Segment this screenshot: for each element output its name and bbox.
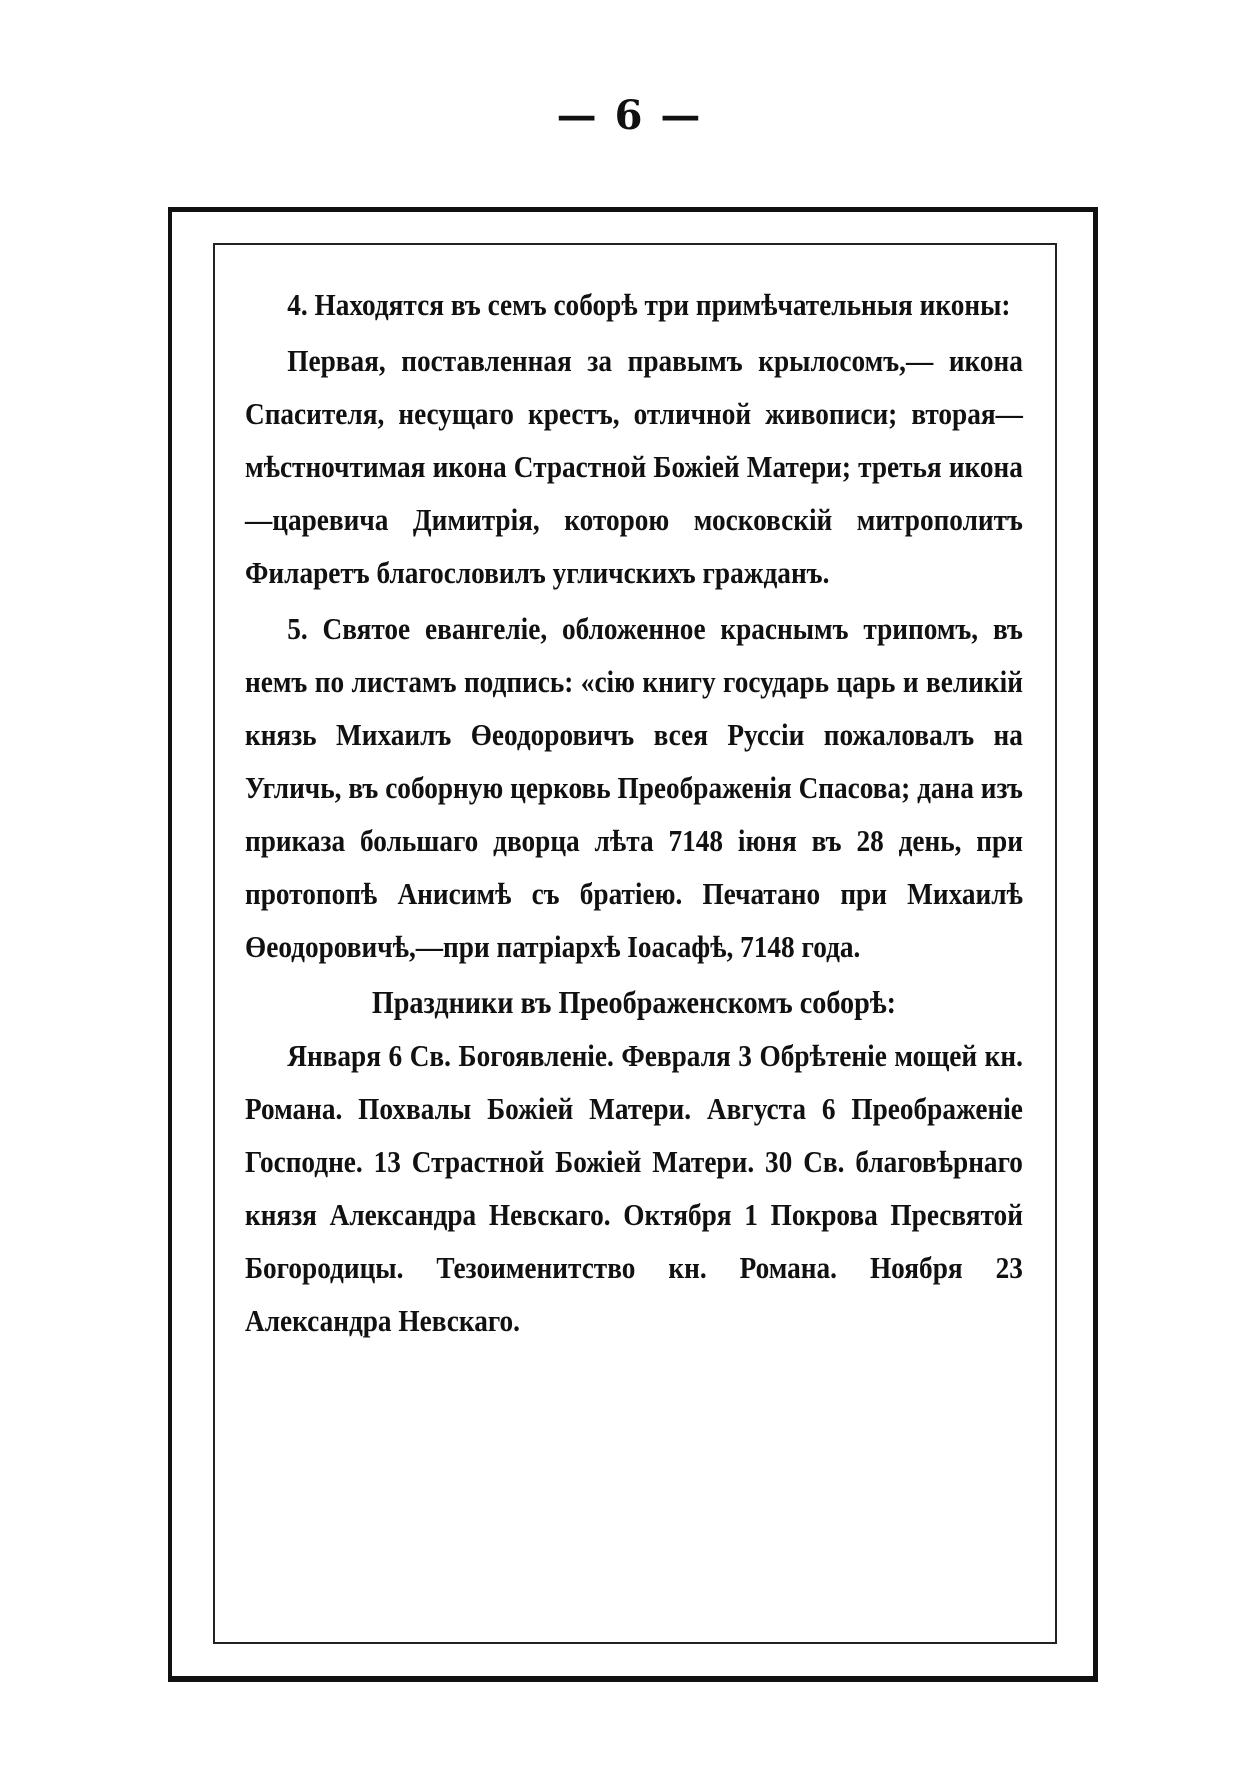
page-body bbox=[245, 278, 1023, 1350]
page-number: — 6 — bbox=[556, 92, 703, 139]
paragraph-icons-description: Первая, поставленная за правымъ крылосомъ,— икона Спасителя, несущаго крестъ, отличной живописи; вторая—мѣстночтимая икона Страстной Божiей Матери; третья икона—царевича Димитрiя, которою московскiй митрополитъ Филаретъ благословилъ угличскихъ гражданъ. bbox=[245, 343, 1023, 590]
paragraph-icons-intro: 4. Находятся въ семъ соборѣ три примѣчательныя иконы: bbox=[287, 287, 1011, 322]
paragraph-feasts: Января 6 Св. Богоявленiе. Февраля 3 Обрѣтенiе мощей кн. Романа. Похвалы Божiей Матери. Августа 6 Преображенiе Господне. 13 Страстной Божiей Матери. 30 Св. благовѣрнаго князя Александра Невскаго. Октября 1 Покрова Пресвятой Богородицы. Тезоименитство кн. Романа. Ноября 23 Александра Невскаго. bbox=[245, 1038, 1023, 1338]
feasts-heading: Праздники въ Преображенскомъ соборѣ: bbox=[371, 984, 897, 1020]
paragraph-gospel: 5. Святое евангелiе, обложенное краснымъ трипомъ, въ немъ по листамъ подпись: «сiю книгу государь царь и великiй князь Михаилъ Өеодоровичъ всея Руссiи пожаловалъ на Угличь, въ соборную церковь Преображенiя Спасова; дана изъ приказа большаго дворца лѣта 7148 iюня въ 28 день, при протопопѣ Анисимѣ съ братiею. Печатано при Михаилѣ Өеодоровичѣ,—при патрiархѣ Iоасафѣ, 7148 года. bbox=[245, 611, 1023, 964]
